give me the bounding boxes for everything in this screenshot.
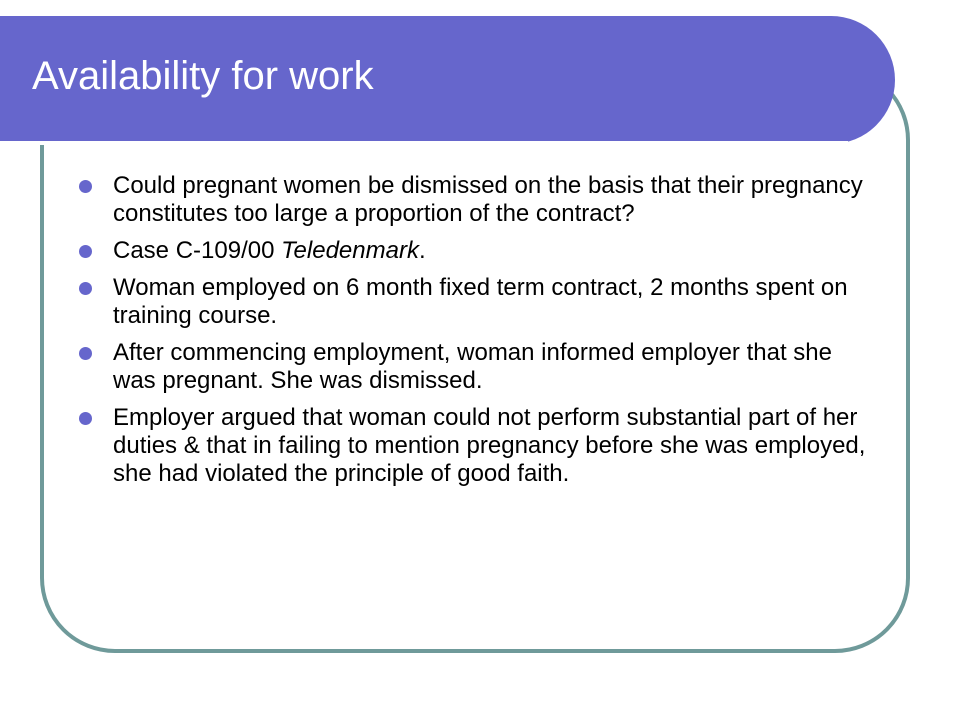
- round-bullet-icon: [79, 180, 92, 193]
- bullet-text: Employer argued that woman could not perform substantial part of her duties & that in failing to mention pregnancy before she was employed, she had violated the principle of good faith.: [113, 404, 866, 487]
- bullet-item: [78, 237, 878, 265]
- round-bullet-icon: [79, 347, 92, 360]
- bullet-suffix: .: [418, 237, 426, 264]
- bullet-item: [78, 339, 878, 395]
- slide-title: Availability for work: [32, 54, 374, 98]
- bullet-text: After commencing employment, woman informed employer that she was pregnant. She was dismissed.: [113, 339, 832, 394]
- title-underline: [0, 141, 848, 145]
- round-bullet-icon: [79, 245, 92, 258]
- bullet-list: [78, 172, 878, 497]
- bullet-item: [78, 274, 878, 330]
- bullet-item: [78, 172, 878, 228]
- bullet-text: Case C-109/00: [113, 237, 282, 264]
- bullet-text: Woman employed on 6 month fixed term contract, 2 months spent on training course.: [113, 274, 848, 329]
- bullet-item: [78, 404, 878, 488]
- round-bullet-icon: [79, 282, 92, 295]
- case-name: Teledenmark: [281, 237, 419, 264]
- bullet-text: Could pregnant women be dismissed on the basis that their pregnancy constitutes too large a proportion of the contract?: [113, 172, 863, 227]
- round-bullet-icon: [79, 412, 92, 425]
